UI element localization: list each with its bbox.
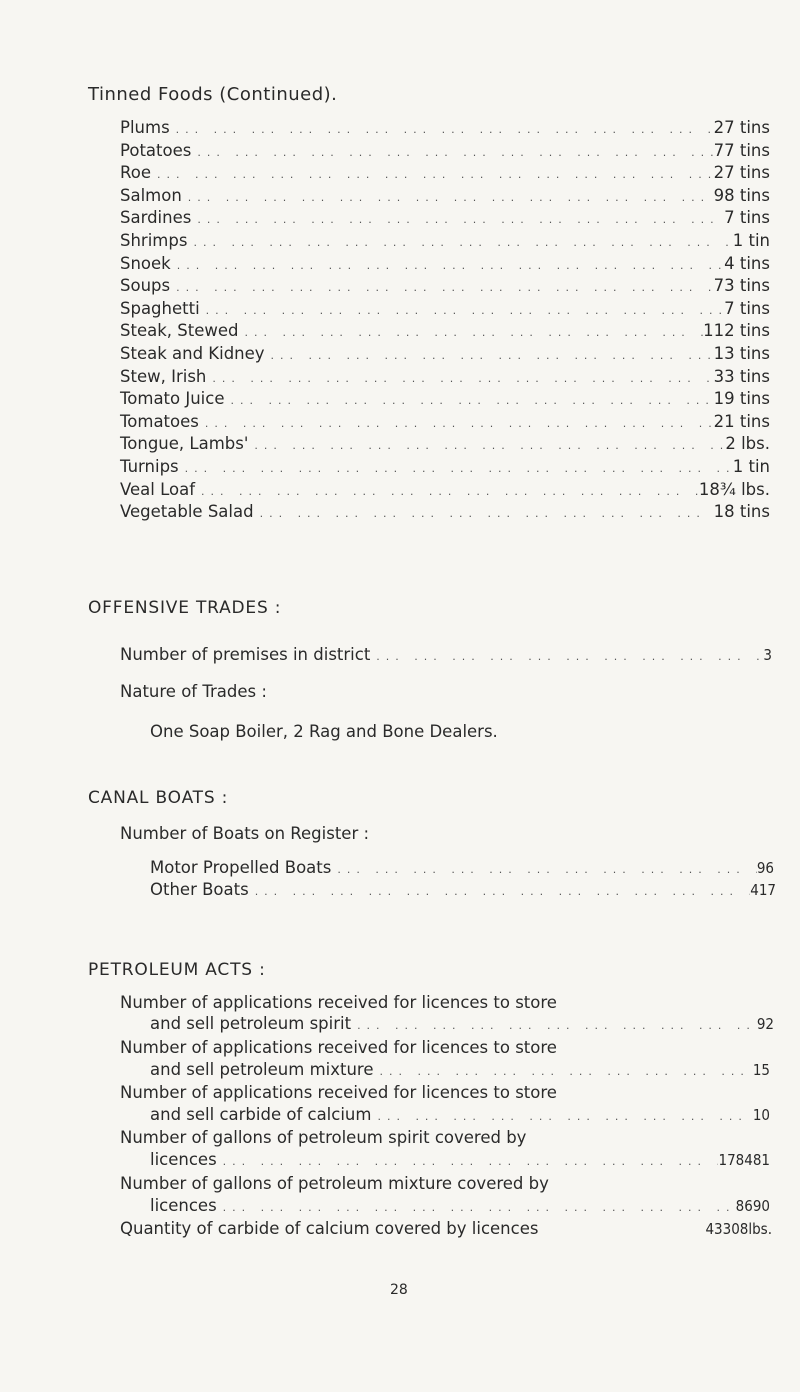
item-label: Tomatoes: [120, 411, 199, 431]
list-item: [120, 140, 770, 163]
item-label: Sardines: [120, 208, 192, 228]
item-value: 7 tins: [724, 298, 770, 318]
list-item: [120, 411, 770, 434]
list-item: [120, 275, 770, 298]
item-value: 27 tins: [713, 118, 770, 137]
item-label: Steak and Kidney: [120, 343, 265, 363]
item-value: 18¾ lbs.: [698, 479, 770, 499]
petroleum-item-line2: licences: [150, 1196, 217, 1215]
premises-row: [120, 645, 772, 664]
item-label: Salmon: [120, 185, 182, 205]
other-boats-row: [150, 880, 776, 899]
petroleum-item-line1: Number of gallons of petroleum mixture covered by: [120, 1174, 549, 1193]
item-value: 33 tins: [713, 366, 770, 386]
list-item: [120, 501, 770, 524]
item-value: 77 tins: [713, 140, 770, 160]
list-item: [120, 388, 770, 411]
canal-boats-title: CANAL BOATS :: [88, 788, 229, 808]
item-value: 7 tins: [724, 208, 770, 228]
nature-label: Nature of Trades :: [120, 682, 267, 701]
motor-boats-label: Motor Propelled Boats: [150, 858, 332, 877]
carbide-label: Quantity of carbide of calcium covered by licences: [120, 1219, 539, 1238]
petroleum-item-row: [150, 1150, 770, 1169]
item-value: 73 tins: [713, 276, 770, 296]
item-value: 27 tins: [713, 163, 770, 183]
item-value: 1 tin: [732, 230, 770, 250]
item-label: Snoek: [120, 253, 171, 273]
item-value: 21 tins: [713, 411, 770, 431]
petroleum-acts-title: PETROLEUM ACTS :: [88, 960, 266, 980]
carbide-row: [120, 1219, 772, 1238]
list-item: [120, 230, 770, 253]
list-item: [120, 479, 770, 502]
item-label: Potatoes: [120, 140, 192, 160]
item-label: Roe: [120, 163, 151, 183]
item-label: Soups: [120, 276, 171, 296]
list-item: [120, 162, 770, 185]
other-boats-label: Other Boats: [150, 880, 249, 899]
page-number: 28: [390, 1282, 408, 1298]
petroleum-item-line2: and sell carbide of calcium: [150, 1105, 372, 1124]
petroleum-item-value: 10: [752, 1106, 770, 1124]
item-label: Veal Loaf: [120, 479, 196, 499]
list-item: [120, 343, 770, 366]
list-item: [120, 117, 770, 140]
tinned-foods-list: [120, 117, 770, 524]
item-label: Steak, Stewed: [120, 321, 239, 341]
carbide-value: 43308lbs.: [705, 1220, 772, 1238]
petroleum-item-line1: Number of gallons of petroleum spirit covered by: [120, 1128, 527, 1147]
list-item: [120, 253, 770, 276]
other-boats-value: 417: [750, 881, 776, 899]
petroleum-item-row: [150, 1014, 774, 1033]
premises-value: 3: [763, 646, 772, 664]
petroleum-item-line1: Number of applications received for licences to store: [120, 1083, 557, 1102]
list-item: [120, 456, 770, 479]
list-item: [120, 298, 770, 321]
petroleum-item-line2: and sell petroleum spirit: [150, 1014, 352, 1033]
petroleum-item-row: [150, 1196, 770, 1215]
tinned-foods-heading: Tinned Foods (Continued).: [88, 84, 338, 105]
item-value: 4 tins: [724, 253, 770, 273]
list-item: [120, 433, 770, 456]
petroleum-item-line1: Number of applications received for licences to store: [120, 1038, 557, 1057]
item-value: 98 tins: [713, 185, 770, 205]
item-label: Plums: [120, 118, 170, 137]
item-label: Tongue, Lambs': [120, 434, 249, 454]
motor-boats-value: 96: [756, 859, 774, 877]
item-label: Stew, Irish: [120, 366, 207, 386]
petroleum-item-line2: licences: [150, 1150, 217, 1169]
petroleum-item-value: 15: [752, 1061, 770, 1079]
item-value: 13 tins: [713, 343, 770, 363]
petroleum-item-value: 92: [756, 1015, 774, 1033]
petroleum-item-line1: Number of applications received for licences to store: [120, 993, 557, 1012]
list-item: [120, 207, 770, 230]
item-label: Tomato Juice: [120, 389, 225, 409]
item-label: Turnips: [120, 456, 179, 476]
petroleum-item-line2: and sell petroleum mixture: [150, 1060, 374, 1079]
item-value: 18 tins: [713, 502, 770, 522]
item-value: 19 tins: [713, 389, 770, 409]
item-label: Shrimps: [120, 230, 188, 250]
item-label: Vegetable Salad: [120, 502, 254, 522]
petroleum-item-row: [150, 1105, 770, 1124]
item-label: Spaghetti: [120, 298, 200, 318]
motor-boats-row: [150, 858, 774, 877]
petroleum-item-value: 178481: [718, 1151, 770, 1169]
premises-label: Number of premises in district: [120, 645, 371, 664]
list-item: [120, 320, 770, 343]
register-label: Number of Boats on Register :: [120, 824, 370, 843]
petroleum-item-row: [150, 1060, 770, 1079]
item-value: 1 tin: [732, 456, 770, 476]
nature-text: One Soap Boiler, 2 Rag and Bone Dealers.: [150, 722, 498, 741]
item-value: 112 tins: [703, 321, 770, 341]
petroleum-item-value: 8690: [735, 1197, 770, 1215]
offensive-trades-title: OFFENSIVE TRADES :: [88, 598, 282, 618]
list-item: [120, 366, 770, 389]
list-item: [120, 185, 770, 208]
item-value: 2 lbs.: [725, 434, 770, 454]
